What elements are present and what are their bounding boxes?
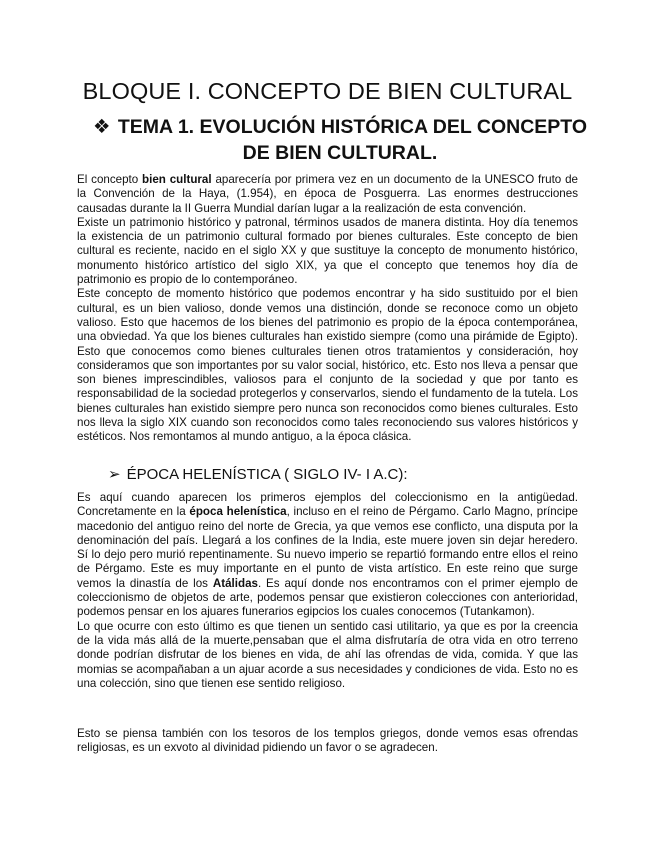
paragraph-text: aparecería por primera vez en un documento de la UNESCO fruto de la Convención de la Haya, (1.954), en época de Posguerra. Las enormes destrucciones causadas durante la II Guerra Mundial darían lugar a la realización de esta convención. [77,173,578,215]
paragraph: Existe un patrimonio histórico y patronal, términos usados de manera distinta. Hoy día tenemos la existencia de un patrimonio cultural formado por bienes culturales. Este concepto de bien cultural es reciente, nacido en el siglo XX y que sustituye la concepto de monumento histórico, monumento histórico artístico del siglo XIX, ya que el concepto que tenemos hoy día de patrimonio es propio de lo contemporáneo. [77,215,578,287]
paragraph [77,491,578,620]
hellenistic-section [77,491,578,691]
page-title: BLOQUE I. CONCEPTO DE BIEN CULTURAL [82,78,573,104]
diamond-bullet-icon: ❖ [92,116,111,138]
paragraph: Lo que ocurre con esto último es que tienen un sentido casi utilitario, ya que es por la creencia de la vida más allá de la muerte,pensaban que el alma disfrutaría de otra vida en otro terreno donde podrían disfrutar de los bienes en vida, de ahí las ofrendas de vida, comida. Y que las momias se acompañaban a un ajuar acorde a sus necesidades y condiciones de vida. Esto no es una colección, sino que tienen ese sentido religioso. [77,619,578,690]
intro-section [77,173,578,445]
paragraph: Este concepto de momento histórico que podemos encontrar y ha sido sustituido por el bien cultural, es un bien valioso, donde vemos una distinción, donde se reconoce como un objeto valioso. Esto que hacemos de los bienes del patrimonio es propio de la época contemporánea, una obviedad. Ya que los bienes culturales han existido siempre (como una pirámide de Egipto). Esto que conocemos como bienes culturales tienen otros tratamientos y consideración, hoy consideramos que son importantes por su valor social, histórico, etc. Esto nos lleva a pensar que son bienes imprescindibles, valiosos para el conjunto de la sociedad y que por tanto es responsabilidad de la sociedad protegerlos y conservarlos, siendo el fundamento de la tutela. Los bienes culturales han existido siempre pero nunca son reconocidos como bienes culturales. Esto nos lleva la siglo XIX cuando son reconocidos como tales reconociendo sus valores históricos y estéticos. Nos remontamos al mundo antiguo, a la época clásica. [77,287,578,444]
bold-term: Atálidas [212,576,258,590]
paragraph-text: Es aquí cuando aparecen los primeros ejemplos del coleccionismo en la antigüedad. Concretamente en la [77,491,578,519]
paragraph: Esto se piensa también con los tesoros de los templos griegos, donde vemos esas ofrendas religiosas, es un exvoto al divinidad pidiendo un favor o se agradecen. [77,727,578,755]
bold-term: época helenística [189,505,287,519]
paragraph-text: El concepto [77,173,143,186]
bold-term: bien cultural [142,173,212,186]
paragraph-text: . Es aquí donde nos encontramos con el primer ejemplo de coleccionismo de objetos de arte, podemos pensar que existieron colecciones con anterioridad, podemos pensar en los ajuares funerarios egipcios los cuales conocemos (Tutankamon). [77,576,579,619]
arrow-bullet-icon: ➢ [108,466,121,483]
topic-title-text: TEMA 1. EVOLUCIÓN HISTÓRICA DEL CONCEPTO DE BIEN CULTURAL. [117,116,588,164]
paragraph [77,173,578,216]
temples-section [77,727,578,756]
section-heading-text: ÉPOCA HELENÍSTICA ( SIGLO IV- I A.C): [126,466,408,483]
paragraph-text: , incluso en el reino de Pérgamo. Carlo Magno, príncipe macedonio del antiguo reino del norte de Grecia, ya que vemos ese conflicto, una disputa por la denominación del país. Llegará a los confines de la India, este muere joven sin dejar heredero. Sí lo dejo pero murió repentinamente. Su nuevo imperio se repartió formando entre ellos el reino de Pérgamo. Este es muy importante en el punto de vista artístico. En este reino que surge vemos la dinastía de los [77,505,578,590]
section-heading [108,465,408,485]
topic-title [90,114,590,166]
